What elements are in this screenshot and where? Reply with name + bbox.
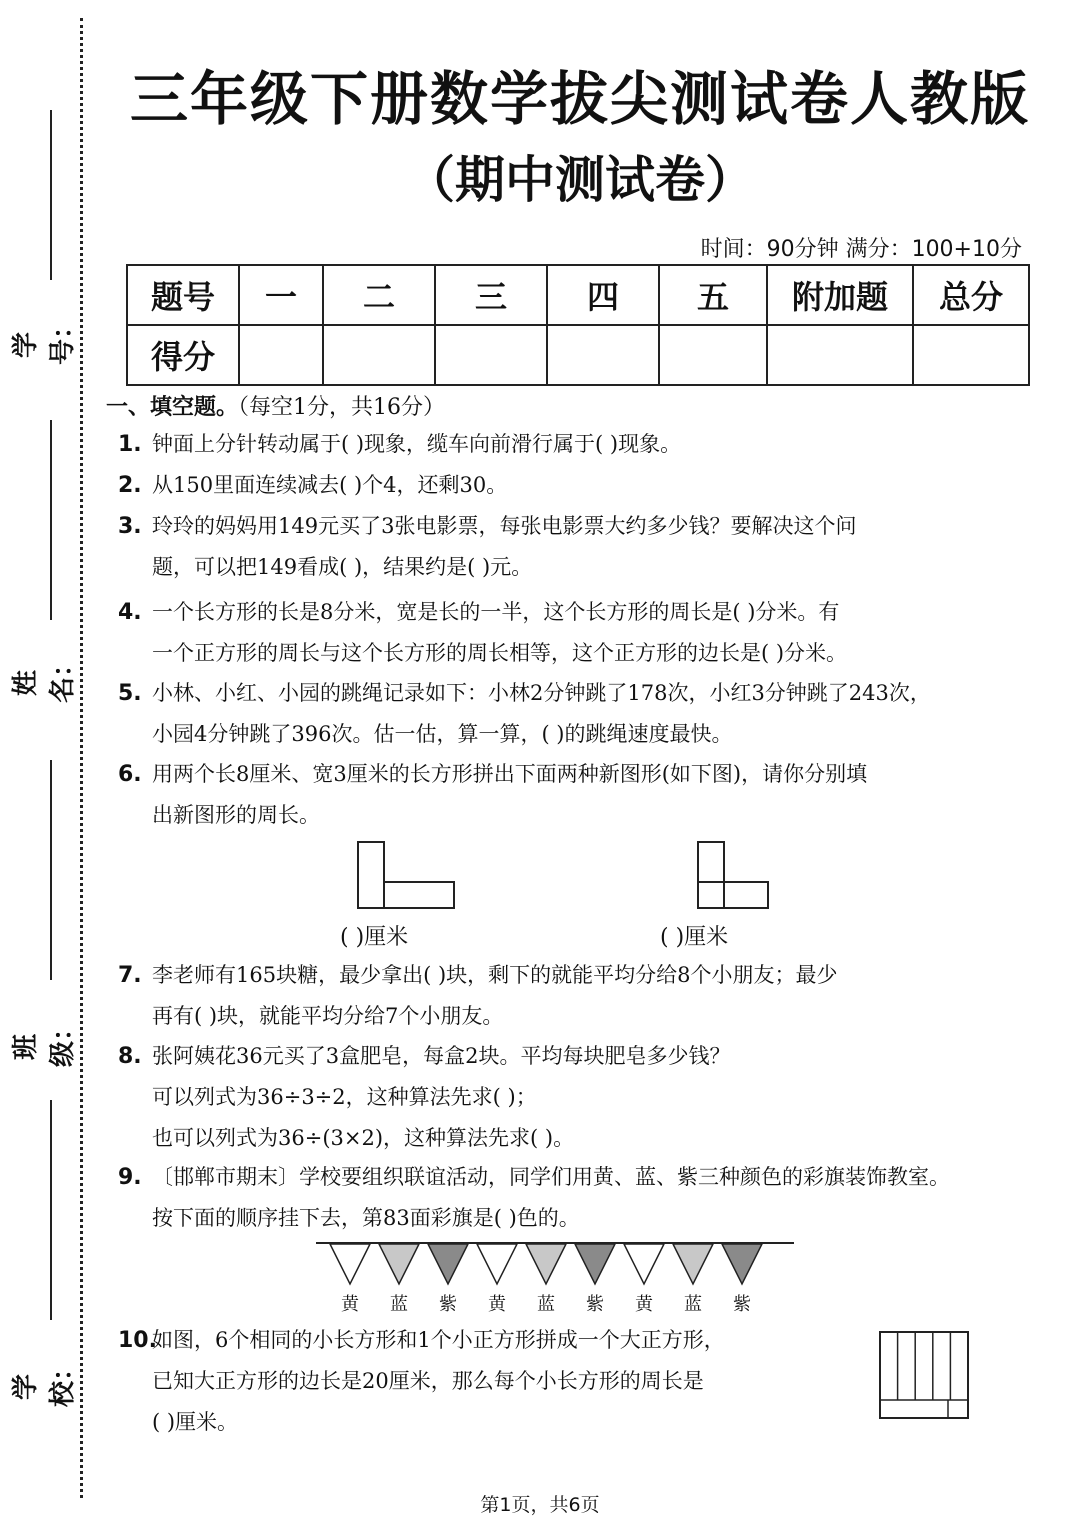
q6-figure-left [350, 838, 460, 913]
page-subtitle: （期中测试卷） [405, 151, 755, 209]
flag-color-label: 紫 [439, 1294, 457, 1315]
score-header-cell: 二 [323, 265, 435, 325]
flag-triangle [673, 1244, 713, 1284]
question-number: 4. [118, 600, 142, 625]
score-cell[interactable] [913, 325, 1029, 385]
question-text: 用两个长8厘米、宽3厘米的长方形拼出下面两种新图形(如下图)，请你分别填 [152, 762, 868, 786]
flag-color-label: 黄 [488, 1294, 506, 1315]
question-text: 如图，6个相同的小长方形和1个小正方形拼成一个大正方形， [152, 1328, 725, 1352]
score-header-cell: 五 [659, 265, 767, 325]
q10-figure [878, 1330, 972, 1422]
score-table-header-row [127, 265, 1029, 325]
question-text-line2: 题，可以把149看成( )，结果约是( )元。 [152, 555, 533, 579]
name-line [50, 420, 52, 620]
score-table [126, 264, 1030, 386]
question-number: 9. [118, 1165, 142, 1190]
score-header-cell: 四 [547, 265, 659, 325]
class-line [50, 760, 52, 980]
question-text: 小林、小红、小园的跳绳记录如下：小林2分钟跳了178次，小红3分钟跳了243次， [152, 681, 931, 705]
score-cell[interactable] [547, 325, 659, 385]
score-header-cell: 三 [435, 265, 547, 325]
question-text: 钟面上分针转动属于( )现象，缆车向前滑行属于( )现象。 [152, 432, 682, 456]
question-text-line3: 也可以列式为36÷(3×2)，这种算法先求( )。 [152, 1126, 575, 1150]
flag-triangle [575, 1244, 615, 1284]
flag-color-label: 蓝 [390, 1294, 408, 1315]
binding-dotted-line [80, 18, 83, 1498]
section-title: 一、填空题。 [106, 395, 239, 420]
question-text: 〔邯郸市期末〕学校要组织联谊活动，同学们用黄、蓝、紫三种颜色的彩旗装饰教室。 [152, 1165, 950, 1189]
question-3 [118, 506, 856, 588]
name-label: 姓名： [11, 650, 78, 703]
q6-figure-right [690, 838, 780, 913]
question-number: 5. [118, 681, 142, 706]
page-title: 三年级下册数学拔尖测试卷人教版 [129, 65, 1030, 133]
question-2 [118, 465, 507, 506]
q6-answer-left[interactable]: ( )厘米 [340, 925, 409, 950]
question-text: 玲玲的妈妈用149元买了3张电影票，每张电影票大约多少钱？要解决这个问 [152, 514, 857, 538]
exam-meta: 时间：90分钟 满分：100+10分 [700, 237, 1022, 262]
question-10 [118, 1320, 725, 1443]
flag-triangle [722, 1244, 762, 1284]
figure-rect-vertical [698, 842, 724, 908]
flag-color-label: 蓝 [684, 1294, 702, 1315]
question-1 [118, 424, 681, 465]
flag-color-label: 黄 [635, 1294, 653, 1315]
flag-triangle [379, 1244, 419, 1284]
flag-triangle [330, 1244, 370, 1284]
score-cell[interactable] [435, 325, 547, 385]
flag-color-label: 紫 [733, 1294, 751, 1315]
question-8 [118, 1036, 730, 1159]
score-cell[interactable] [239, 325, 323, 385]
question-4 [118, 592, 847, 674]
score-header-cell: 总分 [913, 265, 1029, 325]
score-table-score-row [127, 325, 1029, 385]
score-header-cell: 题号 [127, 265, 239, 325]
flag-color-label: 黄 [341, 1294, 359, 1315]
question-text-line2: 一个正方形的周长与这个长方形的周长相等，这个正方形的边长是( )分米。 [152, 641, 848, 665]
figure-rect-horizontal [698, 882, 768, 908]
big-square [880, 1332, 968, 1418]
question-number: 7. [118, 963, 142, 988]
section-note: （每空1分，共16分） [238, 395, 446, 420]
school-line [50, 1100, 52, 1320]
score-header-cell: 附加题 [767, 265, 913, 325]
question-text-line2: 小园4分钟跳了396次。估一估，算一算，( )的跳绳速度最快。 [152, 722, 733, 746]
figure-rect-vertical [358, 842, 384, 908]
page-footer: 第1页，共6页 [480, 1494, 600, 1516]
question-number: 10. [118, 1328, 157, 1353]
question-7 [118, 955, 838, 1037]
question-text-line3: ( )厘米。 [152, 1410, 239, 1434]
question-number: 2. [118, 473, 142, 498]
score-cell[interactable] [767, 325, 913, 385]
flag-color-label: 紫 [586, 1294, 604, 1315]
flag-triangle [624, 1244, 664, 1284]
question-text-line2: 再有( )块，就能平均分给7个小朋友。 [152, 1004, 504, 1028]
question-text-line2: 已知大正方形的边长是20厘米，那么每个小长方形的周长是 [152, 1369, 704, 1393]
question-text: 李老师有165块糖，最少拿出( )块，剩下的就能平均分给8个小朋友；最少 [152, 963, 838, 987]
q6-answer-right[interactable]: ( )厘米 [660, 925, 729, 950]
student-id-label: 学号： [11, 312, 78, 365]
flag-string [316, 1240, 796, 1288]
question-text: 一个长方形的长是8分米，宽是长的一半，这个长方形的周长是( )分米。有 [152, 600, 840, 624]
flag-triangle [477, 1244, 517, 1284]
question-number: 3. [118, 514, 142, 539]
question-9 [118, 1157, 950, 1239]
question-number: 8. [118, 1044, 142, 1069]
school-label: 学校： [11, 1354, 78, 1407]
class-label: 班级： [11, 1014, 78, 1067]
question-text: 张阿姨花36元买了3盒肥皂，每盒2块。平均每块肥皂多少钱？ [152, 1044, 731, 1068]
score-header-cell: 一 [239, 265, 323, 325]
score-cell[interactable] [659, 325, 767, 385]
score-row-label: 得分 [127, 325, 239, 385]
section-heading [106, 390, 445, 421]
question-5 [118, 673, 931, 755]
question-6 [118, 754, 867, 836]
student-id-line [50, 110, 52, 280]
figure-rect-horizontal [384, 882, 454, 908]
question-number: 6. [118, 762, 142, 787]
flag-triangle [428, 1244, 468, 1284]
question-text-line2: 出新图形的周长。 [152, 803, 320, 827]
question-text: 从150里面连续减去( )个4，还剩30。 [152, 473, 508, 497]
score-cell[interactable] [323, 325, 435, 385]
question-text-line2: 可以列式为36÷3÷2，这种算法先求( )； [152, 1085, 537, 1109]
question-text-line2: 按下面的顺序挂下去，第83面彩旗是( )色的。 [152, 1206, 580, 1230]
flag-triangle [526, 1244, 566, 1284]
flag-color-label: 蓝 [537, 1294, 555, 1315]
question-number: 1. [118, 432, 142, 457]
